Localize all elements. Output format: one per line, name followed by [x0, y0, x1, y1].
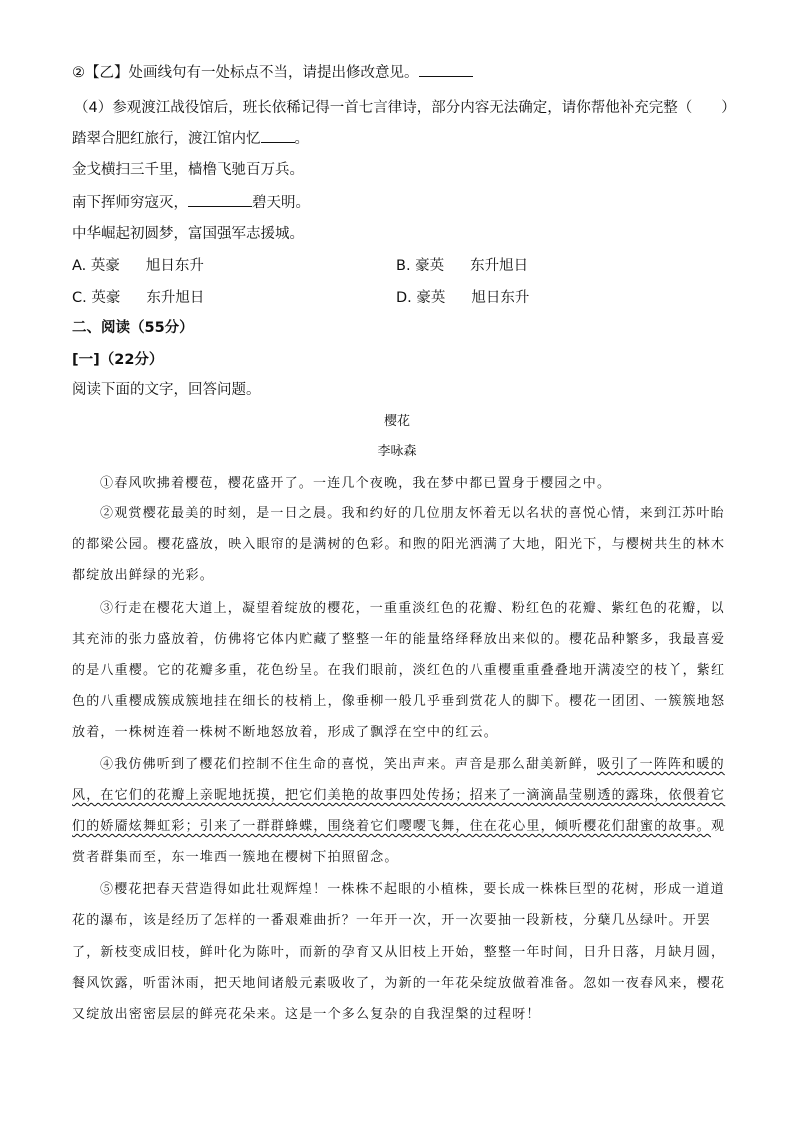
article-line: ④我仿佛听到了樱花们控制不住生命的喜悦，笑出声来。声音是那么甜美新鲜，吸引了一阵阵和暖的 — [100, 757, 725, 772]
answer-blank[interactable] — [419, 62, 473, 77]
subsection-heading: [一]（22分） — [72, 352, 164, 368]
poem-line-3: 南下挥师穷寇灭， 碧天明。 — [72, 192, 310, 213]
article-line: 餐风饮露，听雷沐雨，把天地间诸般元素吸收了，为新的一年花朵绽放做着准备。忽如一夜春风来，樱花 — [72, 976, 726, 991]
answer-blank[interactable] — [261, 128, 295, 143]
option-b[interactable]: B. 豪英 东升旭日 — [396, 258, 529, 274]
article-line: 的都梁公园。樱花盛放，映入眼帘的是满树的色彩。和煦的阳光洒满了大地，阳光下，与樱树共生的林木 — [72, 537, 726, 552]
section-heading: 二、阅读（55分） — [72, 320, 194, 336]
poem-line-1: 踏翠合肥红旅行，渡江馆内忆 。 — [72, 128, 309, 149]
question-2-text: ②【乙】处画线句有一处标点不当，请提出修改意见。 — [72, 65, 419, 81]
article-line: 色的八重樱成簇成簇地挂在细长的枝梢上，像垂柳一般几乎垂到赏花人的脚下。樱花一团团、一簇簇地怒 — [72, 694, 726, 709]
article-line: 了，新枝变成旧枝，鲜叶化为陈叶，而新的孕育又从旧枝上开始，整整一年时间，日升日落，月缺月圆， — [72, 945, 726, 960]
article-title: 樱花 — [383, 414, 410, 429]
article-author: 李咏森 — [377, 444, 417, 459]
article-line: 都绽放出鲜绿的光彩。 — [72, 568, 215, 583]
article-line: 放着，一株树连着一株树不断地怒放着，形成了飘浮在空中的红云。 — [72, 725, 499, 740]
wavy-underlined-text: 风，在它们的花瓣上亲昵地抚摸，把它们美艳的故事四处传扬；招来了一滴滴晶莹剔透的露珠，依偎着它 — [72, 788, 726, 803]
article-line: 的是八重樱。它的花瓣多重，花色纷呈。在我们眼前，淡红色的八重樱重重叠叠地开满凌空的枝丫，紫红 — [72, 663, 726, 678]
article-line: 又绽放出密密层层的鲜亮花朵来。这是一个多么复杂的自我涅槃的过程呀！ — [72, 1007, 541, 1022]
article-line: 花的瀑布，该是经历了怎样的一番艰难曲折？一年开一次，开一次要抽一段新枝，分蘖几丛绿叶。开罢 — [72, 913, 712, 928]
article-line: ⑤樱花把春天营造得如此壮观辉煌！一株株不起眼的小植株，要长成一株株巨型的花树，形成一道道 — [100, 882, 725, 897]
article-line: 其充沛的张力盛放着，仿佛将它体内贮藏了整整一年的能量络绎释放出来似的。樱花品种繁多，我最喜爱 — [72, 632, 726, 647]
option-c[interactable]: C. 英豪 东升旭日 — [72, 290, 205, 306]
article-line: 赏者群集而至，东一堆西一簇地在樱树下拍照留念。 — [72, 850, 399, 865]
article-line: 们的娇靥炫舞虹彩；引来了一群群蜂蝶，围绕着它们嘤嘤飞舞，住在花心里，倾听樱花们甜蜜的故事。观 — [72, 819, 726, 834]
answer-blank[interactable] — [188, 192, 252, 207]
article-line: ①春风吹拂着樱苞，樱花盛开了。一连几个夜晚，我在梦中都已置身于樱园之中。 — [100, 476, 612, 491]
poem-line-4: 中华崛起初圆梦，富国强军志援城。 — [72, 226, 304, 242]
wavy-underlined-text: 吸引了一阵阵和暖的 — [597, 757, 725, 772]
article-line — [72, 786, 725, 806]
question-4-text: （4）参观渡江战役馆后，班长依稀记得一首七言律诗，部分内容无法确定，请你帮他补充完整（ ） — [74, 100, 736, 116]
option-a[interactable]: A. 英豪 旭日东升 — [72, 258, 204, 274]
poem-line-2: 金戈横扫三千里，樯橹飞驰百万兵。 — [72, 162, 304, 178]
wavy-underlined-text: 们的娇靥炫舞虹彩；引来了一群群蜂蝶，围绕着它们嘤嘤飞舞，住在花心里，倾听樱花们甜蜜的故事。 — [72, 819, 712, 834]
article-line: ②观赏樱花最美的时刻，是一日之晨。我和约好的几位朋友怀着无以名状的喜悦心情，来到江苏叶眙 — [100, 506, 725, 521]
option-d[interactable]: D. 豪英 旭日东升 — [396, 290, 530, 306]
article-line: ③行走在樱花大道上，凝望着绽放的樱花，一重重淡红色的花瓣、粉红色的花瓣、紫红色的花瓣，以 — [100, 601, 725, 616]
question-2-line — [72, 62, 473, 83]
instruction-text: 阅读下面的文字，回答问题。 — [72, 382, 261, 398]
